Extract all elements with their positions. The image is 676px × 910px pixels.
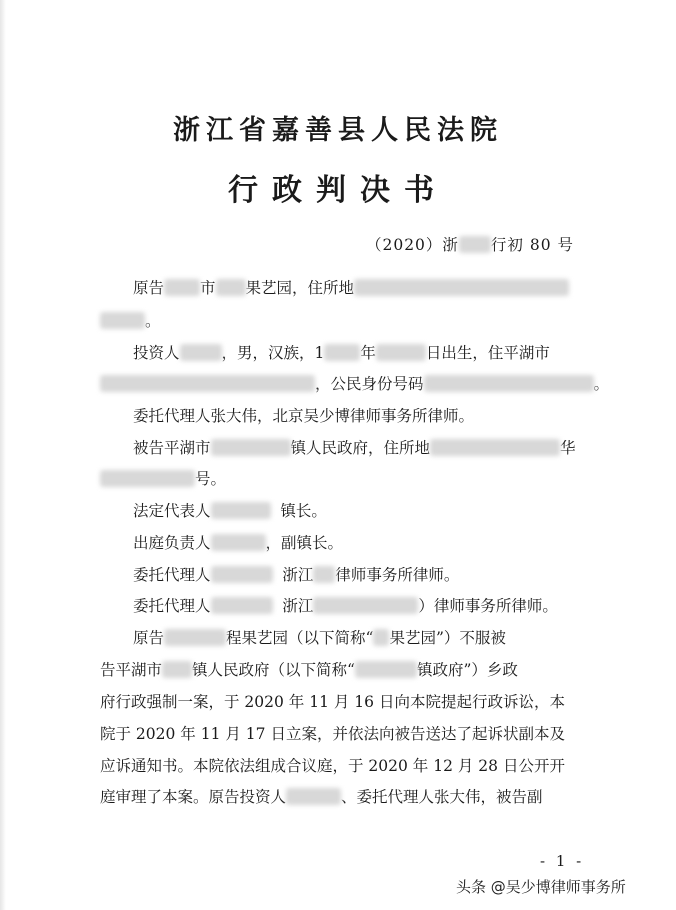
- text-segment: 程果艺园（以下简称“: [226, 629, 374, 647]
- redaction-blur: [313, 566, 335, 583]
- text-segment: 法定代表人: [133, 502, 211, 520]
- defendant-line: [133, 438, 576, 458]
- redaction-blur: [164, 629, 226, 646]
- text-segment: 镇政府”）乡政: [416, 661, 518, 679]
- text-segment: 。: [145, 312, 161, 330]
- redaction-blur: [216, 279, 246, 296]
- text-segment: 日出生，住平湖市: [425, 344, 550, 362]
- text-segment: 庭审理了本案。原告投资人: [100, 788, 287, 806]
- redaction-blur: [180, 344, 222, 361]
- redaction-blur: [211, 566, 273, 583]
- redaction-blur: [100, 470, 195, 487]
- investor-id-line: [100, 374, 609, 394]
- redaction-blur: [100, 375, 315, 392]
- investor-line: [133, 343, 550, 363]
- paragraph-line: 府行政强制一案，于 2020 年 11 月 16 日向本院提起行政诉讼，本: [100, 693, 565, 711]
- text-segment: 果艺园，住所地: [245, 279, 355, 297]
- redaction-blur: [286, 788, 341, 805]
- court-name-heading: 浙江省嘉善县人民法院: [173, 115, 503, 146]
- appearing-officer-line: [133, 533, 343, 553]
- redaction-blur: [211, 597, 273, 614]
- paragraph-line: [133, 628, 506, 648]
- source-watermark: 头条 @吴少博律师事务所: [456, 878, 626, 896]
- text-segment: 委托代理人: [133, 566, 211, 584]
- text-segment: 原告: [133, 279, 165, 297]
- paragraph-line: 应诉通知书。本院依法组成合议庭，于 2020 年 12 月 28 日公开开: [100, 757, 565, 775]
- redaction-blur: [354, 279, 569, 296]
- defendant-agent-line-1: [133, 565, 459, 585]
- redaction-blur: [324, 344, 360, 361]
- redaction-blur: [355, 661, 417, 678]
- text-segment: ，男，汉族，1: [221, 344, 325, 362]
- text-segment: ，公民身份号码: [315, 375, 424, 393]
- redaction-blur: [164, 279, 200, 296]
- paragraph-line: [100, 787, 543, 807]
- plaintiff-line: [133, 278, 569, 298]
- redaction-blur: [376, 344, 426, 361]
- text-segment: ）律师事务所律师。: [418, 597, 558, 615]
- document-type-heading: 行政判决书: [228, 173, 448, 208]
- text-segment: 华: [560, 439, 576, 457]
- redaction-blur: [211, 439, 291, 456]
- paragraph-line: [100, 660, 518, 680]
- text-segment: 年: [360, 344, 376, 362]
- paragraph-line: 院于 2020 年 11 月 17 日立案，并依法向被告送达了起诉状副本及: [100, 725, 565, 743]
- text-segment: ，副镇长。: [265, 534, 344, 552]
- text-segment: 果艺园”）不服被: [389, 629, 506, 647]
- text-segment: 委托代理人: [133, 597, 211, 615]
- text-segment: 、委托代理人张大伟，被告副: [341, 788, 543, 806]
- page-number: - 1 -: [540, 852, 585, 870]
- text-segment: 浙江: [282, 597, 314, 615]
- redaction-blur: [373, 629, 389, 646]
- text-segment: 。: [593, 375, 610, 393]
- redaction-blur: [162, 661, 192, 678]
- text-segment: 被告平湖市: [133, 439, 211, 457]
- text-segment: 镇长。: [280, 502, 327, 520]
- text-segment: 市: [200, 279, 216, 297]
- redaction-blur: [211, 534, 266, 551]
- redaction-blur: [211, 502, 271, 519]
- redaction-blur: [313, 597, 418, 614]
- case-number: [366, 233, 574, 255]
- text-segment: 镇人民政府（以下简称“: [192, 661, 355, 679]
- text-segment: 出庭负责人: [133, 534, 211, 552]
- text-segment: 浙江: [282, 566, 314, 584]
- defendant-agent-line-2: [133, 596, 558, 616]
- text-segment: 镇人民政府，住所地: [290, 439, 431, 457]
- case-number-suffix: 行初 80 号: [490, 236, 574, 254]
- redaction-blur: [430, 439, 560, 456]
- plaintiff-address-line: [100, 311, 161, 331]
- text-segment: 律师事务所律师。: [335, 566, 460, 584]
- redaction-blur: [424, 375, 594, 392]
- defendant-address-line: [100, 469, 226, 489]
- agent-line: 委托代理人张大伟，北京吴少博律师事务所律师。: [133, 407, 475, 425]
- text-segment: 号。: [195, 470, 227, 488]
- case-number-prefix: （2020）浙: [365, 236, 459, 254]
- legal-rep-line: [133, 501, 327, 521]
- redaction-blur: [100, 312, 145, 329]
- redaction-blur: [459, 236, 491, 253]
- text-segment: 原告: [133, 629, 165, 647]
- text-segment: 投资人: [133, 344, 180, 362]
- text-segment: 告平湖市: [100, 661, 163, 679]
